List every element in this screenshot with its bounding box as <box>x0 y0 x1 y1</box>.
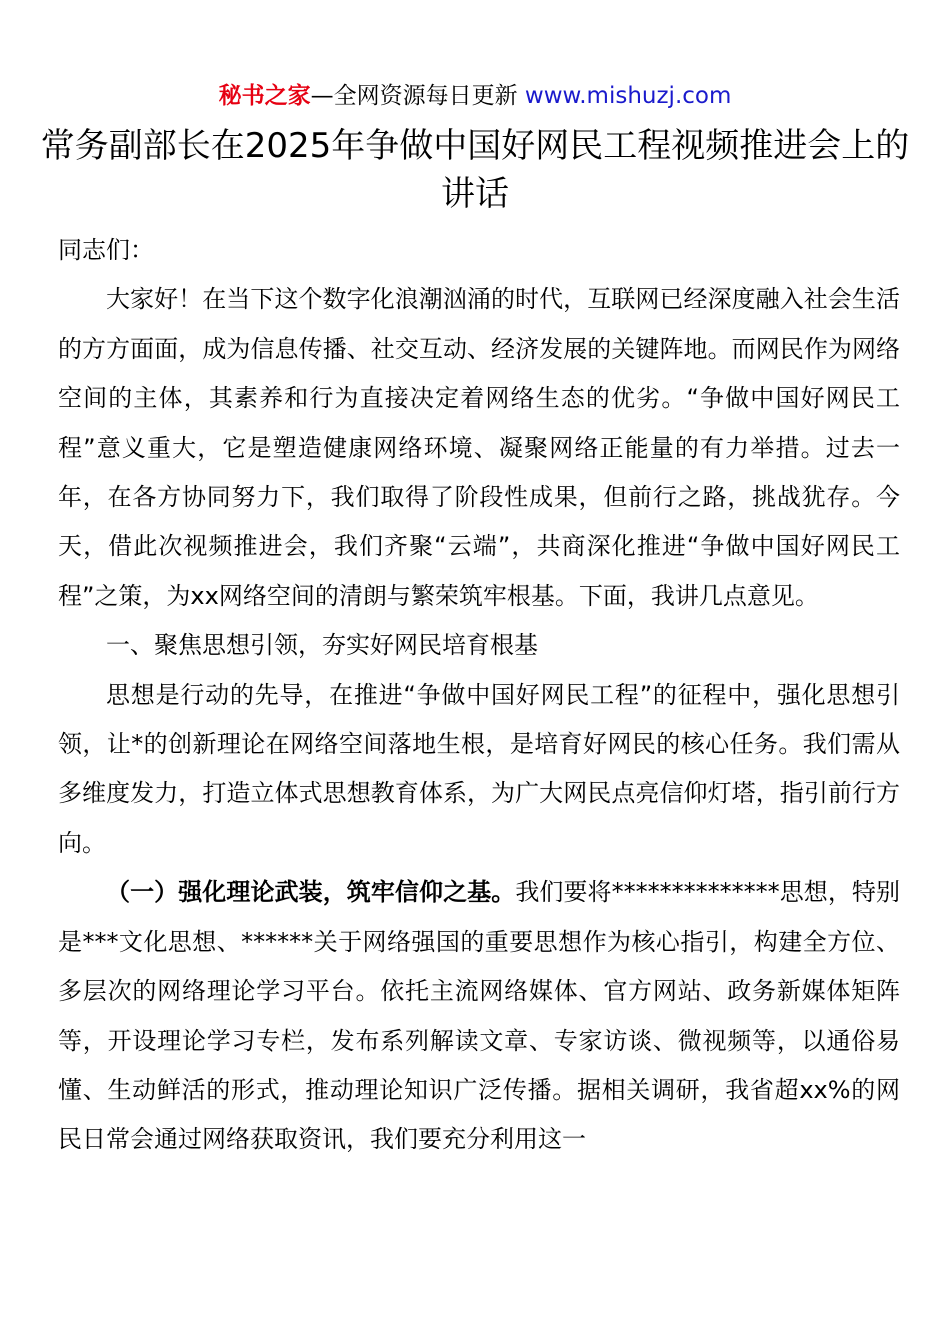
body-paragraph-thought-guidance: 思想是行动的先导，在推进“争做中国好网民工程”的征程中，强化思想引领，让*的创新理论在网络空间落地生根，是培育好网民的核心任务。我们需从多维度发力，打造立体式思想教育体系，为广大网民点亮信仰灯塔，指引前行方向。 <box>58 680 900 857</box>
document-body <box>58 226 900 1165</box>
subsection-heading-1: （一）强化理论武装，筑牢信仰之基。 <box>106 878 516 907</box>
section-heading-1: 一、聚焦思想引领，夯实好网民培育根基 <box>106 631 538 660</box>
document-title: 常务副部长在2025年争做中国好网民工程视频推进会上的讲话 <box>40 126 910 214</box>
header-tagline: —全网资源每日更新 <box>310 83 525 109</box>
body-paragraph-theory-arming <box>58 868 900 1164</box>
salutation: 同志们： <box>58 236 154 264</box>
subsection-body-1: 我们要将**************思想，特别是***文化思想、******关于网络强国的重要思想作为核心指引，构建全方位、多层次的网络理论学习平台。依托主流网络媒体、官方网站、政务新媒体矩阵等，开设理论学习专栏，发布系列解读文章、专家访谈、微视频等，以通俗易懂、生动鲜活的形式，推动理论知识广泛传播。据相关调研，我省超xx%的网民日常会通过网络获取资讯，我们要充分利用这一 <box>58 878 901 1154</box>
brand-name: 秘书之家 <box>218 83 311 109</box>
site-url-link[interactable]: www.mishuzj.com <box>524 83 732 109</box>
site-header <box>0 80 950 112</box>
body-paragraph-intro: 大家好！在当下这个数字化浪潮汹涌的时代，互联网已经深度融入社会生活的方方面面，成为信息传播、社交互动、经济发展的关键阵地。而网民作为网络空间的主体，其素养和行为直接决定着网络生态的优劣。“争做中国好网民工程”意义重大，它是塑造健康网络环境、凝聚网络正能量的有力举措。过去一年，在各方协同努力下，我们取得了阶段性成果，但前行之路，挑战犹存。今天，借此次视频推进会，我们齐聚“云端”，共商深化推进“争做中国好网民工程”之策，为xx网络空间的清朗与繁荣筑牢根基。下面，我讲几点意见。 <box>58 285 900 610</box>
